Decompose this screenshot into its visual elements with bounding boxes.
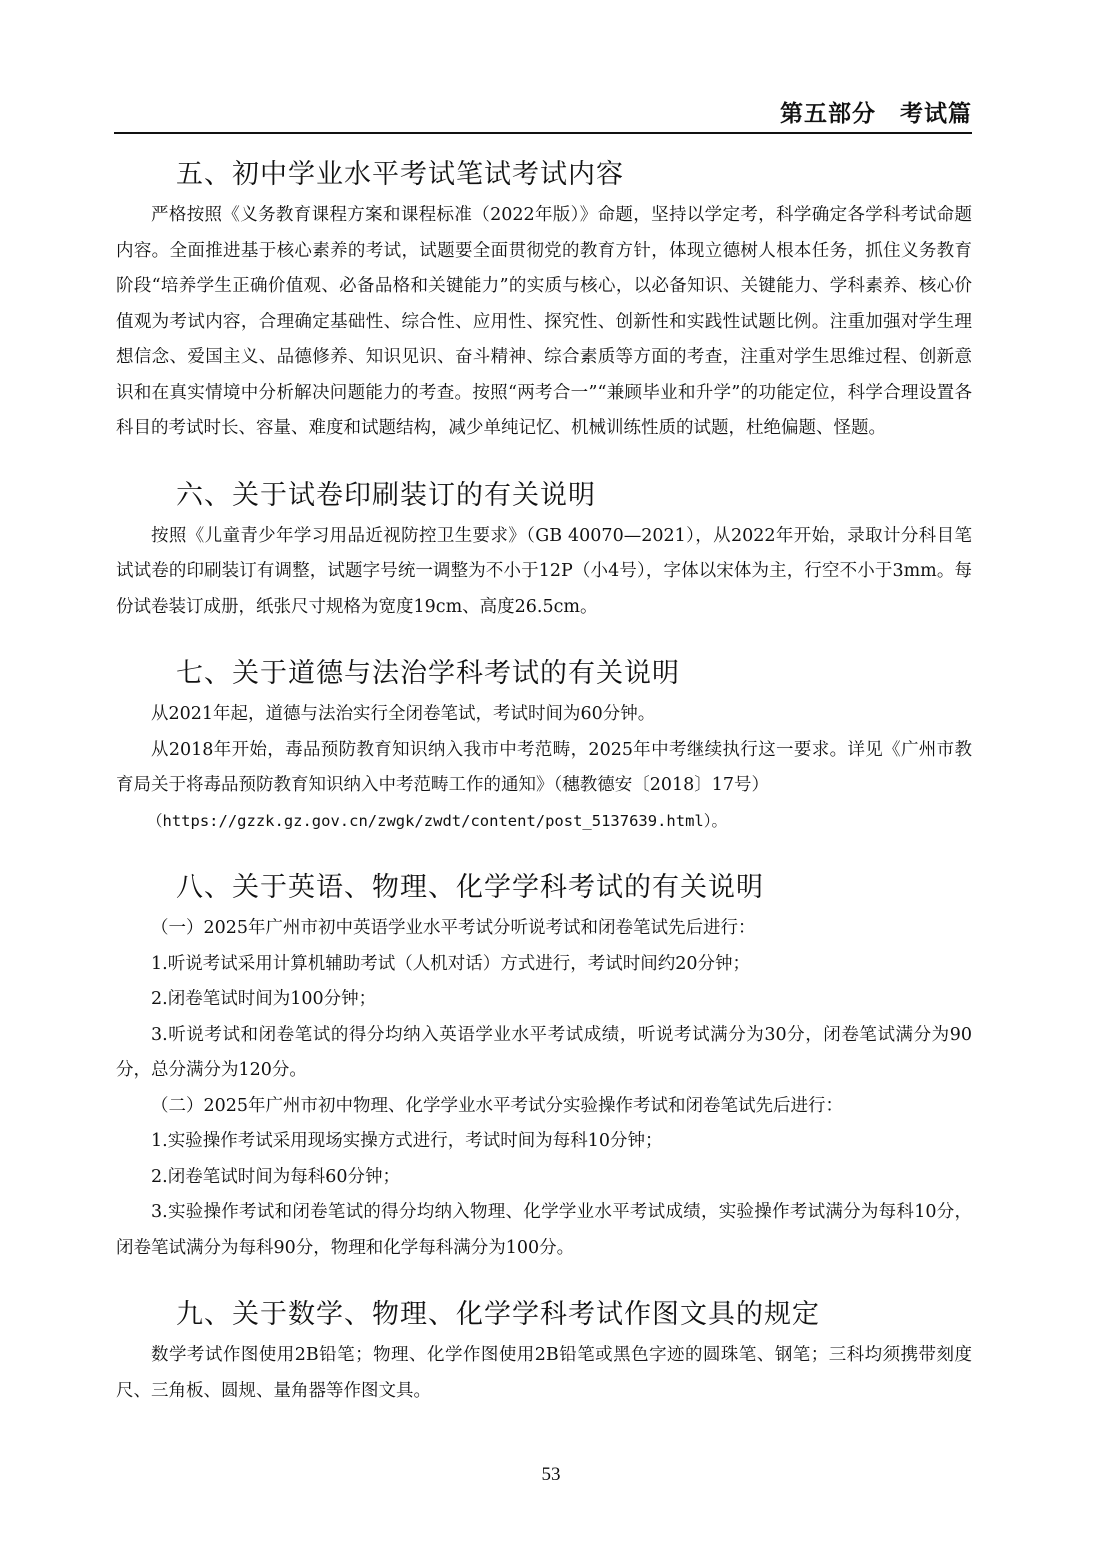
paragraph: 3.听说考试和闭卷笔试的得分均纳入英语学业水平考试成绩，听说考试满分为30分，闭卷笔试满分为90分，总分满分为120分。: [116, 1024, 972, 1080]
paragraph: 1.实验操作考试采用现场实操方式进行，考试时间为每科10分钟；: [151, 1131, 663, 1151]
paragraph: 1.听说考试采用计算机辅助考试（人机对话）方式进行，考试时间约20分钟；: [151, 953, 750, 974]
section-heading: 七、关于道德与法治学科考试的有关说明: [176, 658, 680, 689]
paragraph: 数学考试作图使用2B铅笔；物理、化学作图使用2B铅笔或黑色字迹的圆珠笔、钢笔；三科均须携带刻度尺、三角板、圆规、量角器等作图文具。: [116, 1345, 972, 1401]
section-6: [116, 473, 972, 626]
paragraph: 2.闭卷笔试时间为100分钟；: [151, 989, 377, 1009]
paragraph: （一）2025年广州市初中英语学业水平考试分听说考试和闭卷笔试先后进行：: [151, 918, 756, 938]
paragraph: 从2018年开始，毒品预防教育知识纳入我市中考范畴，2025年中考继续执行这一要求。详见《广州市教育局关于将毒品预防教育知识纳入中考范畴工作的通知》（穗教德安〔2018〕17号）: [116, 739, 972, 795]
section-heading: 六、关于试卷印刷装订的有关说明: [176, 479, 596, 511]
section-heading: 八、关于英语、物理、化学学科考试的有关说明: [176, 872, 764, 903]
page-header: [114, 96, 972, 134]
paragraph: 严格按照《义务教育课程方案和课程标准（2022年版）》命题，坚持以学定考，科学确定各学科考试命题内容。全面推进基于核心素养的考试，试题要全面贯彻党的教育方针，体现立德树人根本任务，抓住义务教育阶段“培养学生正确价值观、必备品格和关键能力”的实质与核心，以必备知识、关键能力、学科素养、核心价值观为考试内容，合理确定基础性、综合性、应用性、探究性、创新性和实践性试题比例。注重加强对学生理想信念、爱国主义、品德修养、知识见识、奋斗精神、综合素质等方面的考查，注重对学生思维过程、创新意识和在真实情境中分析解决问题能力的考查。按照“两考合一”“兼顾毕业和升学”的功能定位，科学合理设置各科目的考试时长、容量、难度和试题结构，减少单纯记忆、机械训练性质的试题，杜绝偏题、怪题。: [116, 205, 972, 438]
part-title: 第五部分 考试篇: [780, 101, 972, 127]
notice-url: （https://gzzk.gz.gov.cn/zwgk/zwdt/content/post_5137639.html）。: [147, 811, 727, 830]
paragraph: 2.闭卷笔试时间为每科60分钟；: [151, 1166, 400, 1187]
page-number: 53: [541, 1464, 561, 1485]
section-heading: 九、关于数学、物理、化学学科考试作图文具的规定: [176, 1299, 820, 1330]
paragraph: 从2021年起，道德与法治实行全闭卷笔试，考试时间为60分钟。: [151, 704, 656, 724]
page-content: [116, 152, 972, 1435]
paragraph: （二）2025年广州市初中物理、化学学业水平考试分实验操作考试和闭卷笔试先后进行：: [151, 1095, 844, 1116]
section-9: [116, 1292, 972, 1409]
section-5: [116, 152, 972, 447]
section-heading: 五、初中学业水平考试笔试考试内容: [176, 159, 624, 190]
paragraph: 3.实验操作考试和闭卷笔试的得分均纳入物理、化学学业水平考试成绩，实验操作考试满分为每科10分，闭卷笔试满分为每科90分，物理和化学每科满分为100分。: [116, 1202, 972, 1258]
section-8: [116, 865, 972, 1266]
paragraph: 按照《儿童青少年学习用品近视防控卫生要求》（GB 40070—2021），从2022年开始，录取计分科目笔试试卷的印刷装订有调整，试题字号统一调整为不小于12P（小4号），字体以宋体为主，行空不小于3mm。每份试卷装订成册，纸张尺寸规格为宽度19cm、高度26.5cm。: [116, 525, 972, 617]
section-7: [116, 651, 972, 839]
